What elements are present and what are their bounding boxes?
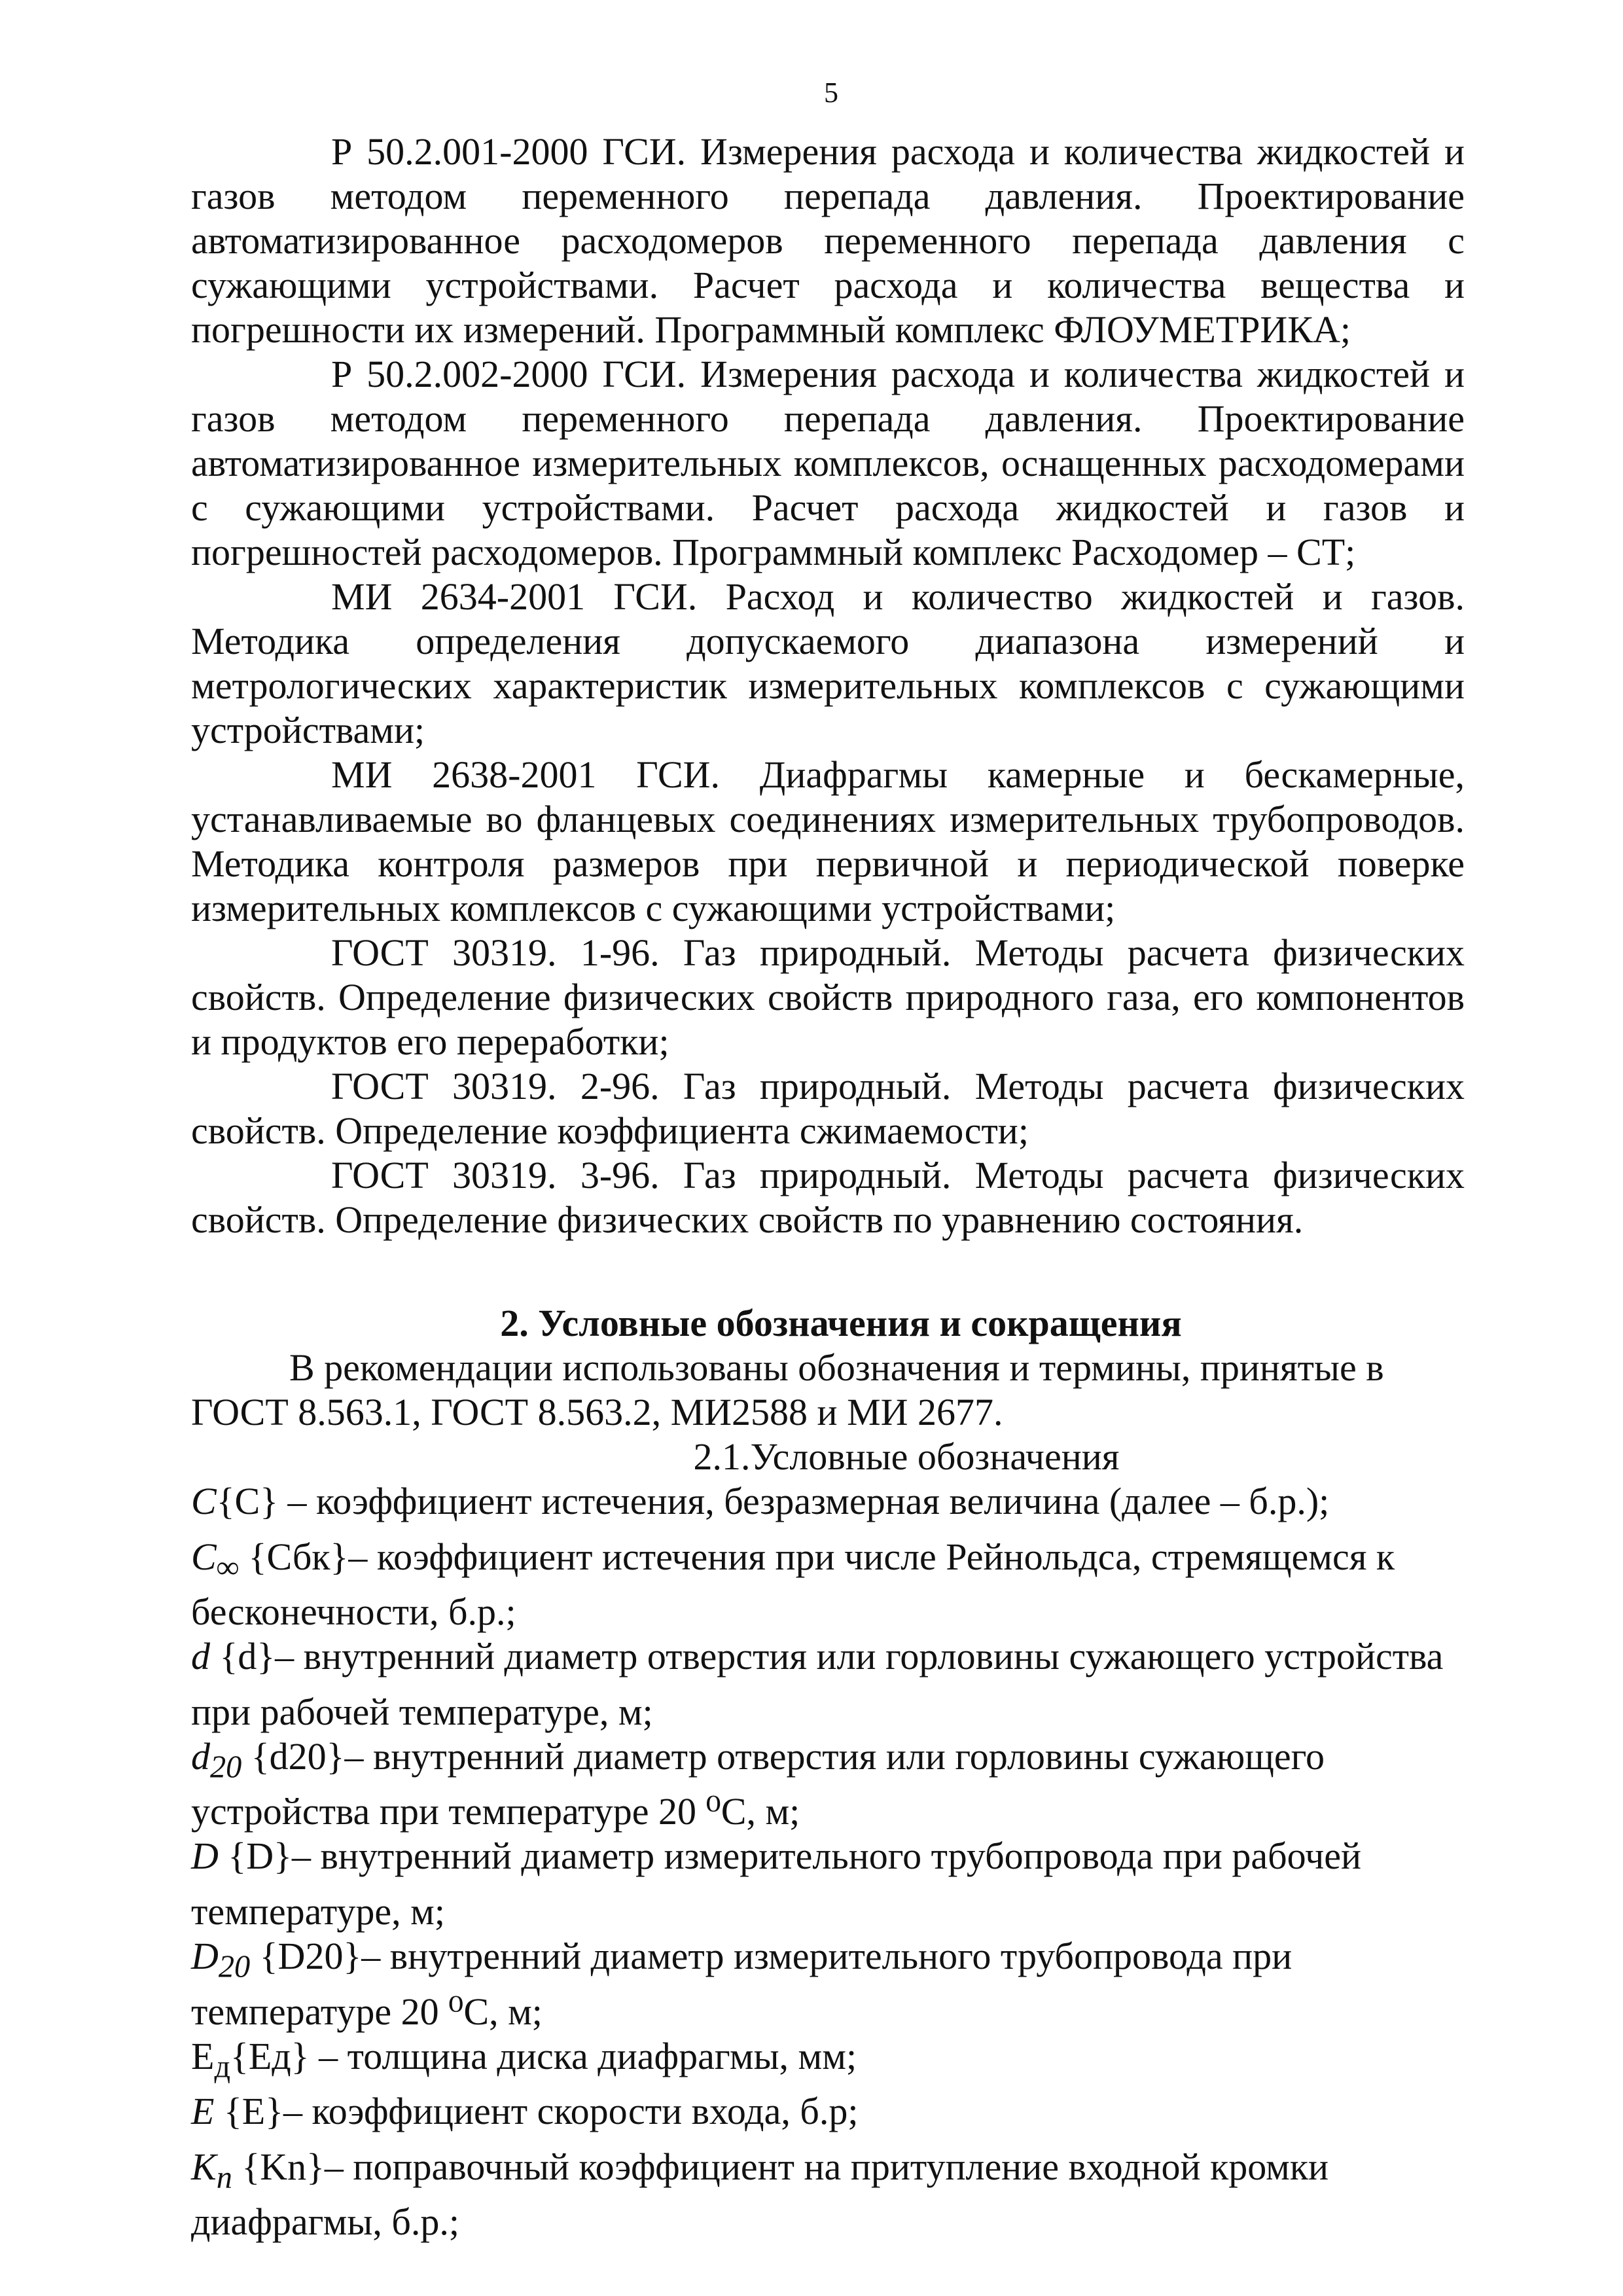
symbol-subscript: ∞ — [216, 1550, 240, 1585]
definition-text: {Сбк}– коэффициент истечения при числе Рейнольдса, стремящемся к бесконечности, б.р.; — [191, 1535, 1395, 1634]
definition-text: {C} – коэффициент истечения, безразмерная величина (далее – б.р.); — [216, 1480, 1330, 1522]
definition-item — [191, 1734, 1465, 1835]
reference-item: ГОСТ 30319. 3-96. Газ природный. Методы расчета физических свойств. Определение физических свойств по уравнению состояния. — [191, 1154, 1465, 1241]
symbol: K — [191, 2145, 217, 2188]
reference-item: Р 50.2.002-2000 ГСИ. Измерения расхода и количества жидкостей и газов методом переменного перепада давления. Проектирование автоматизированное измерительных комплексов, оснащенных расходомерами с сужающими устройствами. Расчет расхода жидкостей и газов и погрешностей расходомеров. Программный комплекс Расходомер – СТ; — [191, 353, 1465, 573]
definition-text: {d20}– внутренний диаметр отверстия или горловины сужающего устройства при температуре 20 ⁰С, м; — [191, 1734, 1325, 1833]
symbol: D — [191, 1934, 219, 1977]
definition-item — [191, 1934, 1465, 2034]
page-number: 5 — [824, 77, 838, 109]
definition-text: {D20}– внутренний диаметр измерительного трубопровода при температуре 20 ⁰С, м; — [191, 1934, 1293, 2033]
definition-text: {Ед} – толщина диска диафрагмы, мм; — [230, 2034, 857, 2077]
symbol: C — [191, 1480, 217, 1522]
definition-text: {E}– коэффициент скорости входа, б.р; — [214, 2090, 859, 2133]
page-content — [191, 130, 1465, 2244]
definition-item — [191, 2034, 1465, 2090]
symbol-subscript: 20 — [218, 1949, 251, 1984]
definition-text: {Kn}– поправочный коэффициент на притупление входной кромки диафрагмы, б.р.; — [191, 2145, 1329, 2244]
definition-item — [191, 2145, 1465, 2245]
definition-item — [191, 1634, 1465, 1734]
subsection-title: 2.1.Условные обозначения — [693, 1435, 1120, 1478]
symbol: C — [191, 1535, 217, 1578]
reference-item: МИ 2634-2001 ГСИ. Расход и количество жидкостей и газов. Методика определения допускаемого диапазона измерений и метрологических характеристик измерительных комплексов с сужающими устройствами; — [191, 575, 1465, 751]
definition-item — [191, 1479, 1465, 1535]
reference-item: Р 50.2.001-2000 ГСИ. Измерения расхода и количества жидкостей и газов методом переменного перепада давления. Проектирование автоматизированное расходомеров переменного перепада давления с сужающими устройствами. Расчет расхода и количества вещества и погрешности их измерений. Программный комплекс ФЛОУМЕТРИКА; — [191, 130, 1465, 351]
section-intro: В рекомендации использованы обозначения и термины, принятые в ГОСТ 8.563.1, ГОСТ 8.563.2, МИ2588 и МИ 2677. — [191, 1346, 1384, 1433]
definition-text: {D}– внутренний диаметр измерительного трубопровода при рабочей температуре, м; — [191, 1835, 1362, 1933]
definition-item — [191, 1834, 1465, 1934]
reference-item: ГОСТ 30319. 1-96. Газ природный. Методы расчета физических свойств. Определение физических свойств природного газа, его компонентов и продуктов его переработки; — [191, 931, 1465, 1063]
symbol-subscript: д — [214, 2049, 231, 2085]
section-title: 2. Условные обозначения и сокращения — [500, 1302, 1182, 1344]
symbol: E — [191, 2090, 215, 2133]
definition-item — [191, 2089, 1465, 2145]
reference-item: МИ 2638-2001 ГСИ. Диафрагмы камерные и бескамерные, устанавливаемые во фланцевых соединениях измерительных трубопроводов. Методика контроля размеров при первичной и периодической поверке измерительных комплексов с сужающими устройствами; — [191, 753, 1465, 929]
definition-item — [191, 1535, 1465, 1635]
reference-item: ГОСТ 30319. 2-96. Газ природный. Методы расчета физических свойств. Определение коэффициента сжимаемости; — [191, 1065, 1465, 1152]
symbol-subscript: 20 — [210, 1749, 242, 1785]
symbol: d — [191, 1734, 210, 1778]
symbol-subscript: п — [216, 2160, 232, 2195]
symbol: D — [191, 1835, 219, 1878]
symbol: d — [191, 1635, 210, 1678]
definition-text: {d}– внутренний диаметр отверстия или горловины сужающего устройства при рабочей температуре, м; — [191, 1635, 1444, 1733]
symbol: Е — [191, 2034, 215, 2077]
